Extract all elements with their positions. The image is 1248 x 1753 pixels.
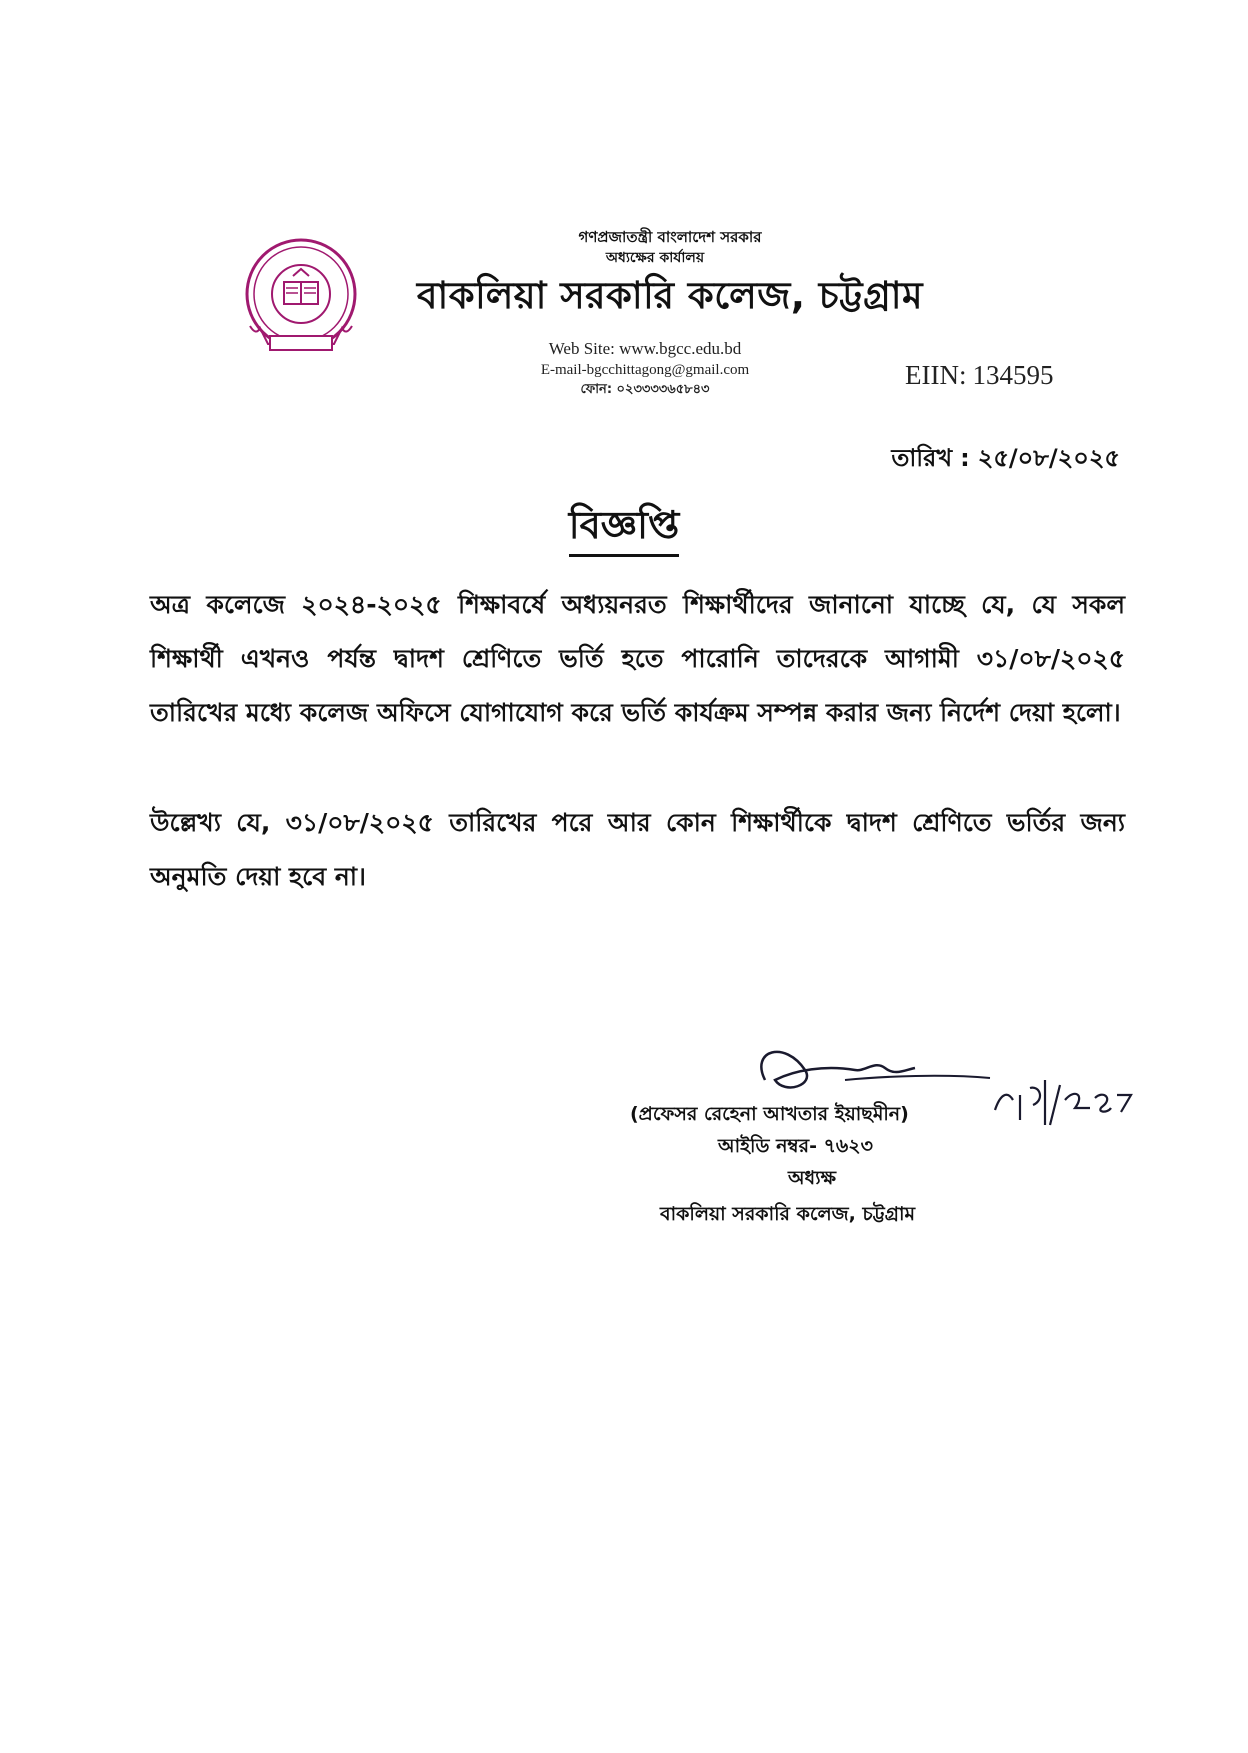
website-line: Web Site: www.bgcc.edu.bd bbox=[548, 339, 742, 358]
notice-paragraph-2: উল্লেখ্য যে, ৩১/০৮/২০২৫ তারিখের পরে আর কোন শিক্ষার্থীকে দ্বাদশ শ্রেণিতে ভর্তির জন্য অনুমতি দেয়া হবে না। bbox=[150, 808, 1125, 891]
signatory-block bbox=[630, 1098, 990, 1230]
date-value: ২৫/০৮/২০২৫ bbox=[977, 444, 1120, 472]
date-separator: : bbox=[960, 444, 970, 472]
letterhead bbox=[390, 226, 950, 322]
government-line: গণপ্রজাতন্ত্রী বাংলাদেশ সরকার bbox=[578, 228, 762, 246]
signatory-institution: বাকলিয়া সরকারি কলেজ, চট্টগ্রাম bbox=[660, 1203, 916, 1225]
notice-title-text: বিজ্ঞপ্তি bbox=[569, 498, 680, 557]
signatory-designation: অধ্যক্ষ bbox=[788, 1167, 837, 1189]
notice-title bbox=[0, 498, 1248, 557]
notice-paragraph-1: অত্র কলেজে ২০২৪-২০২৫ শিক্ষাবর্ষে অধ্যয়নরত শিক্ষার্থীদের জানানো যাচ্ছে যে, যে সকল শিক্ষার্থী এখনও পর্যন্ত দ্বাদশ শ্রেণিতে ভর্তি হতে পারোনি তাদেরকে আগামী ৩১/০৮/২০২৫ তারিখের মধ্যে কলেজ অফিসে যোগাযোগ করে ভর্তি কার্যক্রম সম্পন্ন করার জন্য নির্দেশ দেয়া হলো। bbox=[150, 590, 1125, 727]
college-name: বাকলিয়া সরকারি কলেজ, চট্টগ্রাম bbox=[416, 274, 924, 317]
signatory-name: (প্রফেসর রেহেনা আখতার ইয়াছমীন) bbox=[630, 1103, 909, 1125]
notice-date bbox=[830, 440, 1120, 480]
eiin-label: EIIN: bbox=[905, 360, 967, 390]
date-label: তারিখ bbox=[891, 444, 953, 472]
eiin-number bbox=[905, 360, 1053, 391]
college-seal-logo bbox=[238, 236, 364, 362]
signatory-id: আইডি নম্বর- ৭৬২৩ bbox=[718, 1135, 873, 1157]
eiin-value: 134595 bbox=[972, 360, 1054, 390]
phone-line: ফোন: ০২৩৩৩৩৬৫৮৪৩ bbox=[580, 382, 710, 397]
email-line: E-mail-bgcchittagong@gmail.com bbox=[540, 362, 750, 378]
contact-info bbox=[505, 338, 785, 400]
office-line: অধ্যক্ষের কার্যালয় bbox=[605, 250, 705, 266]
